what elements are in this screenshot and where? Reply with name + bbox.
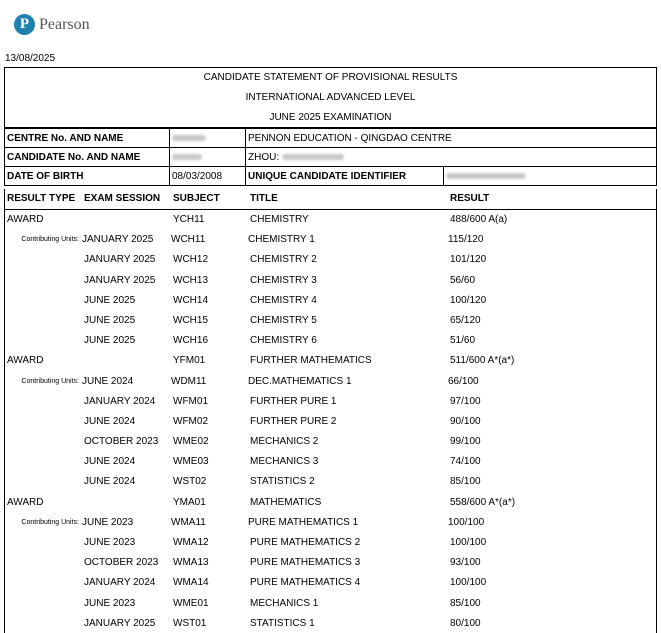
statement-title: CANDIDATE STATEMENT OF PROVISIONAL RESULTS <box>203 72 458 83</box>
cell-exam-session: JANUARY 2025 <box>84 617 156 629</box>
cell-title: CHEMISTRY 1 <box>248 234 315 246</box>
cell-result-type <box>5 553 84 573</box>
table-row <box>5 472 656 492</box>
cell-title: PURE MATHEMATICS 3 <box>250 557 361 569</box>
cell-subject: WFM01 <box>173 395 208 407</box>
candidate-name <box>246 148 657 167</box>
statement-header <box>4 67 657 128</box>
results-table <box>4 189 657 633</box>
col-exam-session: EXAM SESSION <box>84 193 161 204</box>
dob-value: 08/03/2008 <box>170 167 246 186</box>
cell-result: 511/600 A*(a*) <box>450 355 515 367</box>
cell-title: STATISTICS 2 <box>250 476 315 488</box>
cell-result-type <box>5 533 84 553</box>
cell-title: CHEMISTRY 5 <box>250 314 317 326</box>
candidate-number-redacted <box>170 148 246 167</box>
cell-exam-session: JANUARY 2025 <box>84 254 156 266</box>
cell-exam-session: JANUARY 2024 <box>84 577 156 589</box>
cell-title: MECHANICS 3 <box>250 456 319 468</box>
cell-subject: WMA13 <box>173 557 209 569</box>
cell-result-type <box>5 250 84 270</box>
cell-exam-session: JANUARY 2025 <box>82 234 154 246</box>
cell-subject: YMA01 <box>173 496 206 508</box>
cell-title: FURTHER PURE 2 <box>250 415 337 427</box>
table-row <box>5 372 656 392</box>
cell-result: 56/60 <box>450 274 476 286</box>
cell-subject: WCH11 <box>171 234 206 246</box>
cell-subject: WME02 <box>173 436 209 448</box>
cell-title: MATHEMATICS <box>250 496 322 508</box>
pearson-logo-icon: P <box>14 14 35 35</box>
cell-exam-session: JUNE 2025 <box>84 335 136 347</box>
cell-result: 97/100 <box>450 395 481 407</box>
cell-subject: WCH14 <box>173 294 209 306</box>
cell-exam-session <box>84 493 173 513</box>
cell-subject: YCH11 <box>173 214 205 225</box>
cell-title: STATISTICS 1 <box>250 617 315 629</box>
cell-result-type <box>5 432 84 452</box>
cell-exam-session: JANUARY 2024 <box>84 395 156 407</box>
cell-result-type <box>5 573 84 593</box>
cell-result: 100/100 <box>450 537 487 548</box>
cell-subject: WCH13 <box>173 274 209 286</box>
candidate-label: CANDIDATE No. AND NAME <box>5 148 170 167</box>
cell-title: CHEMISTRY 3 <box>250 274 317 286</box>
cell-exam-session: JUNE 2023 <box>84 537 136 548</box>
qualification-level: INTERNATIONAL ADVANCED LEVEL <box>245 92 416 103</box>
table-row <box>5 533 656 553</box>
cell-title: MECHANICS 1 <box>250 597 319 609</box>
cell-result: 74/100 <box>450 456 481 468</box>
cell-exam-session: JUNE 2025 <box>84 314 136 326</box>
table-row <box>5 311 656 331</box>
cell-result: 488/600 A(a) <box>450 214 508 225</box>
cell-subject: WCH16 <box>173 335 209 347</box>
cell-exam-session: JUNE 2024 <box>84 476 136 488</box>
cell-exam-session: JUNE 2024 <box>84 415 136 427</box>
table-row <box>5 291 656 311</box>
cell-exam-session: OCTOBER 2023 <box>84 436 159 448</box>
table-row <box>5 553 656 573</box>
cell-exam-session: JUNE 2025 <box>84 294 136 306</box>
cell-title: FURTHER MATHEMATICS <box>250 355 372 367</box>
table-row <box>5 412 656 432</box>
cell-result: 85/100 <box>450 476 481 488</box>
centre-label: CENTRE No. AND NAME <box>5 129 170 148</box>
cell-exam-session <box>84 210 173 230</box>
cell-result-type <box>5 614 84 633</box>
cell-subject: WME03 <box>173 456 209 468</box>
cell-result-type: AWARD <box>7 355 44 367</box>
cell-subject: WMA14 <box>173 577 209 589</box>
uci-label: UNIQUE CANDIDATE IDENTIFIER <box>246 167 444 186</box>
cell-result: 93/100 <box>450 557 481 569</box>
dob-row <box>5 167 657 186</box>
cell-title: FURTHER PURE 1 <box>250 395 337 407</box>
cell-title: CHEMISTRY 2 <box>250 254 317 266</box>
pearson-logo <box>14 14 90 35</box>
table-row <box>5 614 656 633</box>
table-row <box>5 271 656 291</box>
cell-result-type: Contributing Units: <box>21 236 79 244</box>
table-row <box>5 432 656 452</box>
cell-title: DEC.MATHEMATICS 1 <box>248 375 352 387</box>
cell-result-type <box>5 472 84 492</box>
cell-title: CHEMISTRY 6 <box>250 335 317 347</box>
candidate-info-table <box>4 128 657 186</box>
table-row <box>5 573 656 593</box>
cell-result: 100/120 <box>450 294 487 306</box>
cell-subject: WME01 <box>173 597 209 609</box>
cell-subject: WMA11 <box>171 516 206 528</box>
cell-exam-session: JUNE 2024 <box>84 456 136 468</box>
centre-row <box>5 129 657 148</box>
cell-result-type <box>5 271 84 291</box>
cell-result: 65/120 <box>450 314 481 326</box>
table-row <box>5 513 656 533</box>
cell-result-type <box>5 291 84 311</box>
table-row <box>5 594 656 614</box>
cell-exam-session: JUNE 2023 <box>84 597 136 609</box>
cell-result-type <box>5 331 84 351</box>
results-header-row <box>5 189 656 210</box>
col-result: RESULT <box>450 193 490 204</box>
col-subject: SUBJECT <box>173 193 220 204</box>
table-row <box>5 392 656 412</box>
centre-name: PENNON EDUCATION - QINGDAO CENTRE <box>246 129 657 148</box>
cell-title: CHEMISTRY 4 <box>250 294 317 306</box>
cell-result-type <box>5 392 84 412</box>
cell-subject: YFM01 <box>173 355 206 367</box>
cell-exam-session: JUNE 2023 <box>82 516 134 528</box>
cell-title: PURE MATHEMATICS 2 <box>250 537 361 548</box>
cell-subject: WCH12 <box>173 254 209 266</box>
cell-result: 85/100 <box>450 597 481 609</box>
cell-exam-session: JANUARY 2025 <box>84 274 156 286</box>
cell-title: PURE MATHEMATICS 4 <box>250 577 361 589</box>
table-row <box>5 250 656 270</box>
cell-result-type: AWARD <box>7 496 44 508</box>
candidate-surname: ZHOU: <box>248 151 280 163</box>
cell-result-type <box>5 311 84 331</box>
dob-label: DATE OF BIRTH <box>5 167 170 186</box>
cell-exam-session: JUNE 2024 <box>82 375 134 387</box>
cell-exam-session <box>84 351 173 371</box>
table-row <box>5 351 656 371</box>
uci-value-redacted <box>444 167 657 186</box>
cell-result-type <box>5 594 84 614</box>
cell-result-type: Contributing Units: <box>21 377 79 385</box>
cell-result: 80/100 <box>450 617 481 629</box>
results-body <box>5 210 656 633</box>
table-row <box>5 210 656 230</box>
cell-title: PURE MATHEMATICS 1 <box>248 516 359 528</box>
cell-result-type <box>5 452 84 472</box>
table-row <box>5 331 656 351</box>
pearson-logo-text: Pearson <box>39 15 90 33</box>
cell-result: 100/100 <box>448 516 485 528</box>
statement-date: 13/08/2025 <box>5 53 56 64</box>
cell-title: MECHANICS 2 <box>250 436 319 448</box>
table-row <box>5 452 656 472</box>
col-title: TITLE <box>250 193 278 204</box>
centre-number-redacted <box>170 129 246 148</box>
cell-title: CHEMISTRY <box>250 214 309 225</box>
col-result-type: RESULT TYPE <box>7 193 76 204</box>
cell-subject: WST02 <box>173 476 207 488</box>
table-row <box>5 230 656 250</box>
cell-result-type: AWARD <box>7 214 44 225</box>
candidate-row <box>5 148 657 167</box>
cell-result: 90/100 <box>450 415 481 427</box>
cell-result: 66/100 <box>448 375 479 387</box>
cell-result: 51/60 <box>450 335 476 347</box>
cell-subject: WST01 <box>173 617 207 629</box>
cell-subject: WMA12 <box>173 537 209 548</box>
cell-result: 115/120 <box>448 234 484 246</box>
cell-subject: WFM02 <box>173 415 208 427</box>
exam-session-title: JUNE 2025 EXAMINATION <box>269 112 392 123</box>
candidate-given-name-redacted <box>282 154 344 160</box>
cell-result-type: Contributing Units: <box>21 518 79 526</box>
table-row <box>5 493 656 513</box>
cell-result: 558/600 A*(a*) <box>450 496 516 508</box>
cell-exam-session: OCTOBER 2023 <box>84 557 159 569</box>
cell-result: 100/100 <box>450 577 487 589</box>
cell-result: 101/120 <box>450 254 487 266</box>
cell-subject: WCH15 <box>173 314 209 326</box>
cell-subject: WDM11 <box>171 375 207 387</box>
cell-result-type <box>5 412 84 432</box>
cell-result: 99/100 <box>450 436 481 448</box>
